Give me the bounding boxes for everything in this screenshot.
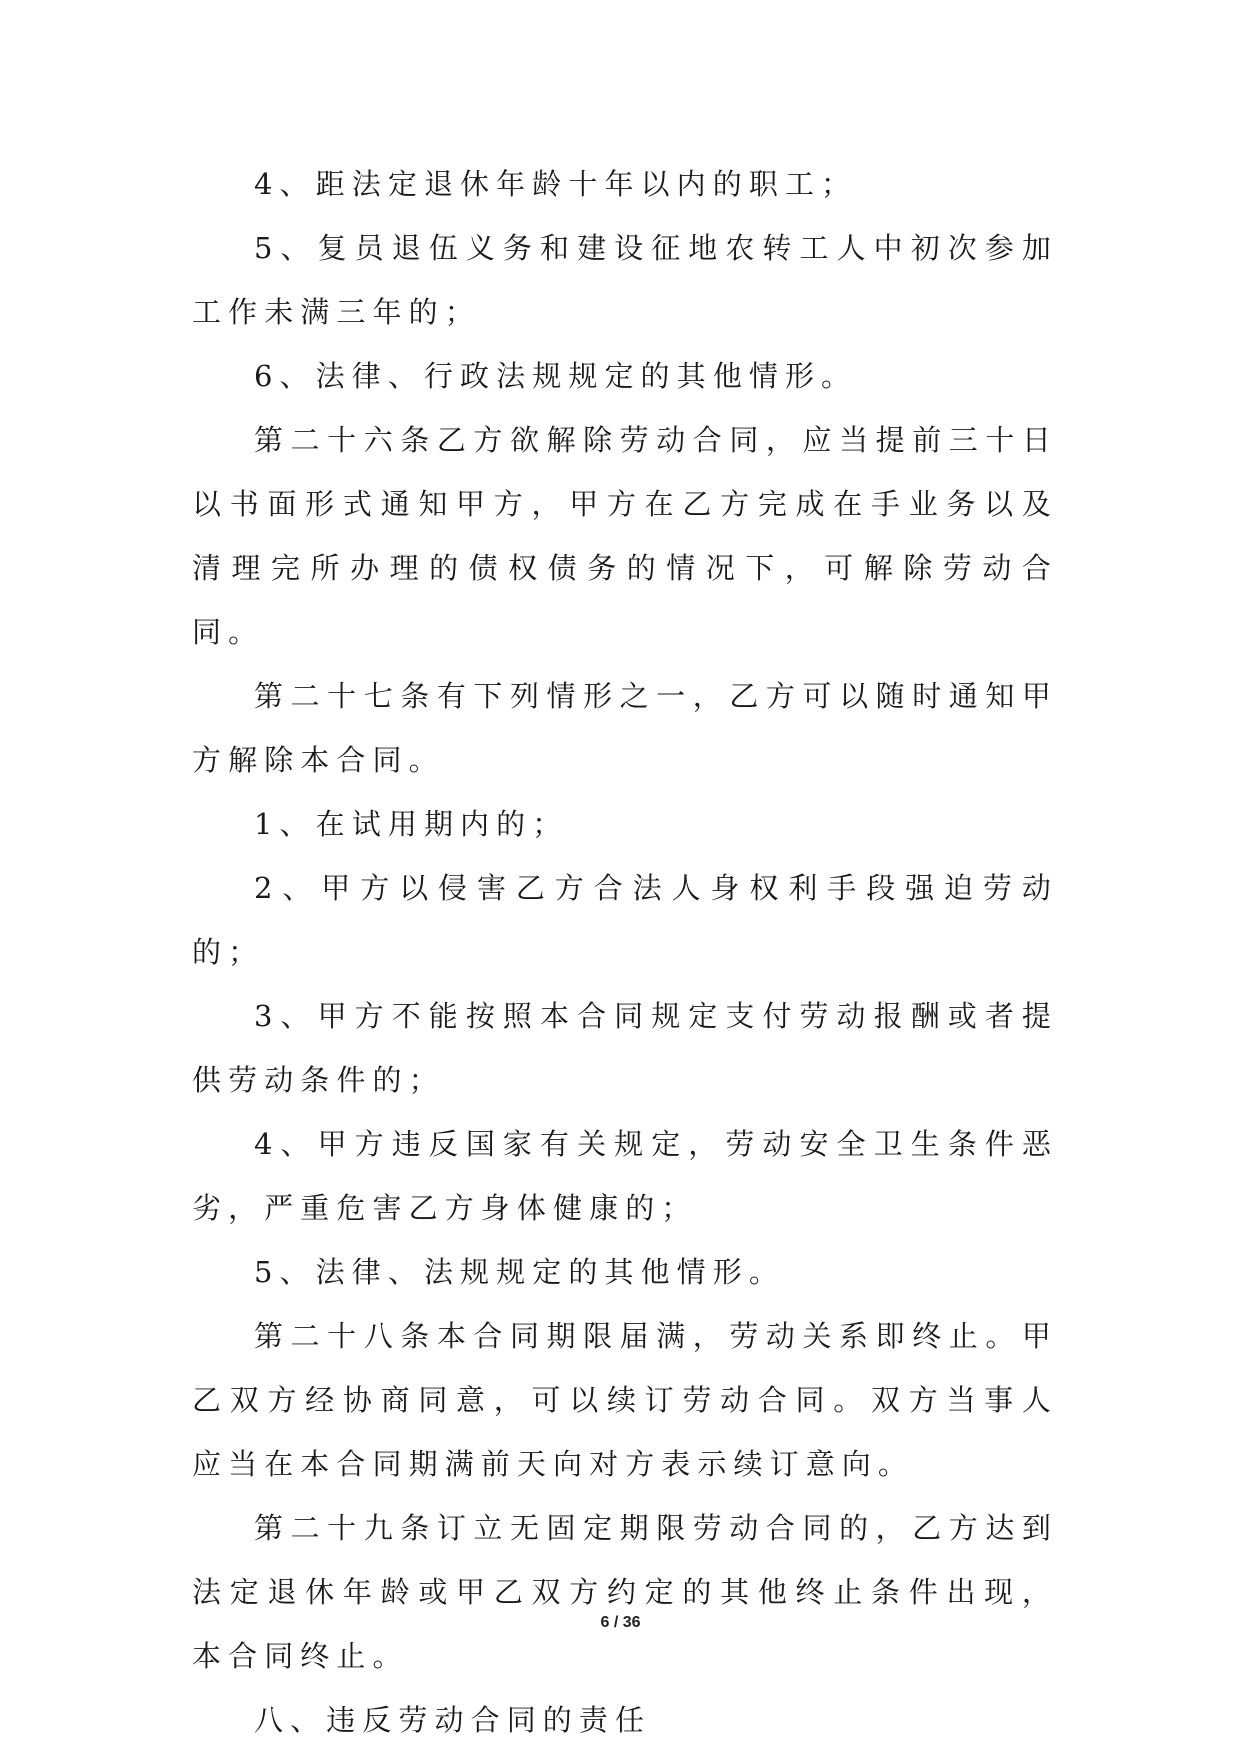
page-number: 6 / 36 <box>600 1614 641 1631</box>
section-heading-8: 八、违反劳动合同的责任 <box>254 1703 652 1737</box>
paragraph-item-4-retirement: 4、距法定退休年龄十年以内的职工； <box>254 167 858 201</box>
paragraph-item-5-other: 5、法律、法规规定的其他情形。 <box>254 1255 785 1289</box>
paragraph-item-6-other: 6、法律、行政法规规定的其他情形。 <box>254 359 858 393</box>
paragraph-article-27: 第二十七条有下列情形之一，乙方可以随时通知甲方解除本合同。 <box>192 679 1058 777</box>
document-body <box>192 152 1058 1752</box>
paragraph-item-3-payment: 3、甲方不能按照本合同规定支付劳动报酬或者提供劳动条件的； <box>192 999 1058 1097</box>
paragraph-article-26: 第二十六条乙方欲解除劳动合同，应当提前三十日以书面形式通知甲方，甲方在乙方完成在手业务以及清理完所办理的债权债务的情况下，可解除劳动合同。 <box>192 423 1058 649</box>
paragraph-article-28: 第二十八条本合同期限届满，劳动关系即终止。甲乙双方经协商同意，可以续订劳动合同。双方当事人应当在本合同期满前天向对方表示续订意向。 <box>192 1319 1058 1481</box>
paragraph-article-29: 第二十九条订立无固定期限劳动合同的，乙方达到法定退休年龄或甲乙双方约定的其他终止条件出现，本合同终止。 <box>192 1511 1058 1673</box>
paragraph-item-2-forced-labor: 2、甲方以侵害乙方合法人身权利手段强迫劳动的； <box>192 871 1058 969</box>
paragraph-item-5-veterans: 5、复员退伍义务和建设征地农转工人中初次参加工作未满三年的； <box>192 231 1058 329</box>
paragraph-item-1-probation: 1、在试用期内的； <box>254 807 569 841</box>
paragraph-item-4-safety: 4、甲方违反国家有关规定，劳动安全卫生条件恶劣，严重危害乙方身体健康的； <box>192 1127 1058 1225</box>
